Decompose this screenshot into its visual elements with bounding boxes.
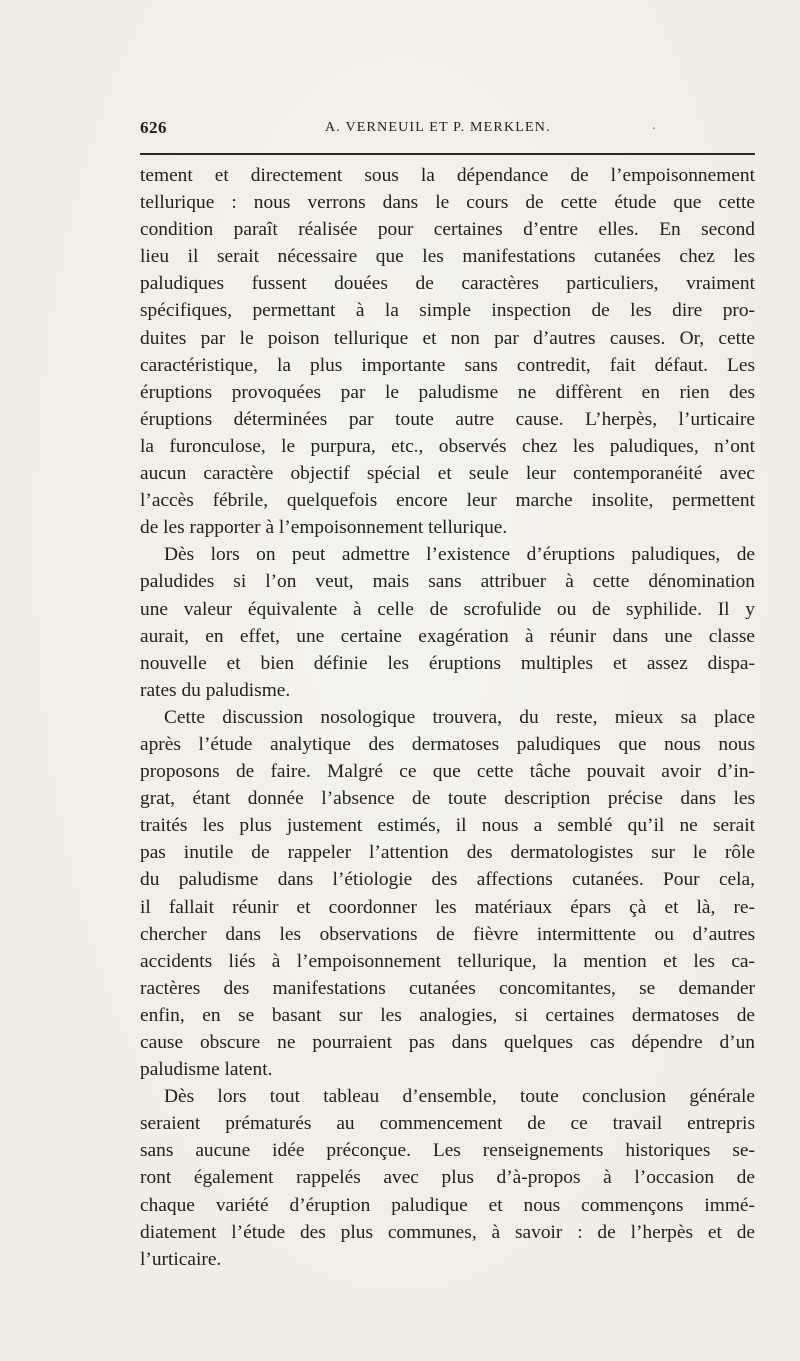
text-line: chercher dans les observations de fièvre intermittente ou d’autres bbox=[140, 923, 755, 945]
text-line: accidents liés à l’empoisonnement tellurique, la mention et les ca- bbox=[140, 950, 755, 972]
text-line: pas inutile de rappeler l’attention des dermatologistes sur le rôle bbox=[140, 842, 755, 864]
text-line: l’urticaire. bbox=[140, 1248, 222, 1270]
text-line: une valeur équivalente à celle de scrofulide ou de syphilide. Il y bbox=[140, 598, 755, 620]
text-line: éruptions provoquées par le paludisme ne diffèrent en rien des bbox=[140, 381, 755, 403]
text-line: aucun caractère objectif spécial et seule leur contemporanéité avec bbox=[140, 463, 755, 485]
text-line: seraient prématurés au commencement de ce travail entrepris bbox=[140, 1113, 755, 1135]
text-line: spécifiques, permettant à la simple inspection de les dire pro- bbox=[140, 300, 755, 322]
text-line: du paludisme dans l’étiologie des affections cutanées. Pour cela, bbox=[140, 869, 755, 891]
text-line: ractères des manifestations cutanées concomitantes, se demander bbox=[140, 977, 755, 999]
text-line: enfin, en se basant sur les analogies, si certaines dermatoses de bbox=[140, 1004, 755, 1026]
text-line: cause obscure ne pourraient pas dans quelques cas dépendre d’un bbox=[140, 1032, 755, 1053]
text-line: Dès lors tout tableau d’ensemble, toute conclusion générale bbox=[164, 1086, 755, 1108]
text-line: nouvelle et bien définie les éruptions multiples et assez dispa- bbox=[140, 652, 755, 674]
text-line: paludisme latent. bbox=[140, 1059, 273, 1081]
page-number: 626 bbox=[140, 118, 167, 137]
body-text bbox=[140, 162, 755, 1273]
text-line: chaque variété d’éruption paludique et nous commençons immé- bbox=[140, 1194, 755, 1216]
text-line: proposons de faire. Malgré ce que cette tâche pouvait avoir d’in- bbox=[140, 761, 755, 783]
text-line: la furonculose, le purpura, etc., observés chez les paludiques, n’ont bbox=[140, 435, 755, 457]
text-line: lieu il serait nécessaire que les manifestations cutanées chez les bbox=[140, 246, 755, 268]
text-line: tellurique : nous verrons dans le cours de cette étude que cette bbox=[140, 192, 755, 214]
text-line: duites par le poison tellurique et non par d’autres causes. Or, cette bbox=[140, 327, 755, 349]
text-line: rates du paludisme. bbox=[140, 679, 291, 701]
running-head bbox=[140, 118, 755, 142]
text-line: tement et directement sous la dépendance de l’empoisonnement bbox=[140, 165, 755, 186]
text-line: paludiques fussent douées de caractères particuliers, vraiment bbox=[140, 273, 755, 295]
text-line: condition paraît réalisée pour certaines d’entre elles. En second bbox=[140, 219, 755, 241]
text-line: éruptions déterminées par toute autre cause. L’herpès, l’urticaire bbox=[140, 408, 755, 430]
running-title: A. VERNEUIL ET P. MERKLEN. bbox=[325, 120, 551, 135]
header-mark: . bbox=[652, 118, 656, 133]
text-line: ront également rappelés avec plus d’à-propos à l’occasion de bbox=[140, 1167, 755, 1189]
text-line: diatement l’étude des plus communes, à savoir : de l’herpès et de bbox=[140, 1221, 755, 1243]
text-line: sans aucune idée préconçue. Les renseignements historiques se- bbox=[140, 1140, 755, 1162]
text-line: après l’étude analytique des dermatoses paludiques que nous nous bbox=[140, 733, 755, 755]
text-line: paludides si l’on veut, mais sans attribuer à cette dénomination bbox=[140, 571, 755, 593]
paragraph bbox=[140, 704, 755, 1083]
paragraph bbox=[140, 1083, 755, 1273]
text-line: aurait, en effet, une certaine exagération à réunir dans une classe bbox=[140, 625, 755, 647]
text-line: traités les plus justement estimés, il nous a semblé qu’il ne serait bbox=[140, 815, 755, 837]
text-line: de les rapporter à l’empoisonnement tellurique. bbox=[140, 517, 508, 539]
text-line: Cette discussion nosologique trouvera, du reste, mieux sa place bbox=[164, 706, 755, 728]
header-rule bbox=[140, 153, 755, 155]
paragraph bbox=[140, 541, 755, 704]
text-line: Dès lors on peut admettre l’existence d’éruptions paludiques, de bbox=[164, 544, 755, 566]
paragraph bbox=[140, 162, 755, 541]
text-line: caractéristique, la plus importante sans contredit, fait défaut. Les bbox=[140, 354, 755, 376]
text-line: il fallait réunir et coordonner les matériaux épars çà et là, re- bbox=[140, 896, 755, 918]
text-line: l’accès fébrile, quelquefois encore leur marche insolite, permettent bbox=[140, 490, 755, 512]
text-line: grat, étant donnée l’absence de toute description précise dans les bbox=[140, 788, 755, 810]
